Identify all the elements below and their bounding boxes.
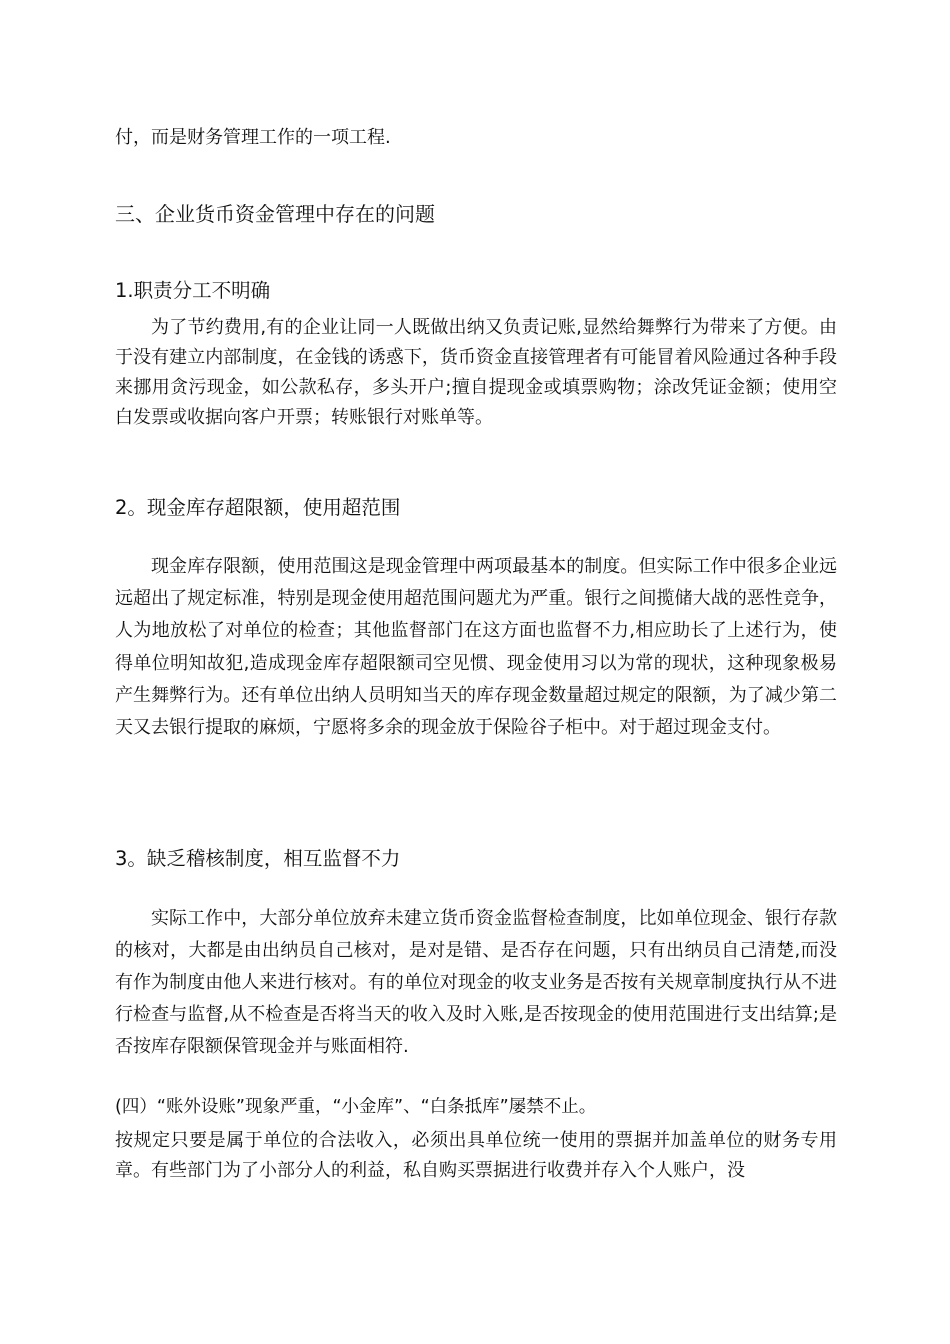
subheading-3: 3。缺乏稽核制度，相互监督不力 — [115, 847, 401, 870]
paragraph-2: 现金库存限额，使用范围这是现金管理中两项最基本的制度。但实际工作中很多企业远远超出了规定标准，特别是现金使用超范围问题尤为严重。银行之间揽储大战的恶性竞争，人为地放松了对单位的检查；其他监督部门在这方面也监督不力,相应助长了上述行为，使得单位明知故犯,造成现金库存超限额司空见惯、现金使用习以为常的现状，这种现象极易产生舞弊行为。还有单位出纳人员明知当天的库存现金数量超过规定的限额，为了减少第二天又去银行提取的麻烦，宁愿将多余的现金放于保险谷子柜中。对于超过现金支付。 — [115, 556, 837, 739]
intro-end-paragraph: 付，而是财务管理工作的一项工程. — [115, 127, 391, 148]
paragraph-4: 按规定只要是属于单位的合法收入，必须出具单位统一使用的票据并加盖单位的财务专用章。有些部门为了小部分人的利益，私自购买票据进行收费并存入个人账户，没 — [115, 1130, 837, 1181]
subheading-1: 1.职责分工不明确 — [115, 279, 271, 302]
subheading-2: 2。现金库存超限额，使用超范围 — [115, 496, 401, 519]
subheading-4: (四）“账外设账”现象严重，“小金库”、“白条抵库”屡禁不止。 — [115, 1097, 597, 1117]
section-title: 三、企业货币资金管理中存在的问题 — [115, 202, 435, 226]
paragraph-1: 为了节约费用,有的企业让同一人既做出纳又负责记账,显然给舞弊行为带来了方便。由于没有建立内部制度，在金钱的诱惑下，货币资金直接管理者有可能冒着风险通过各种手段来挪用贪污现金，如公款私存，多头开户;擅自提现金或填票购物；涂改凭证金额；使用空白发票或收据向客户开票；转账银行对账单等。 — [115, 317, 837, 428]
paragraph-3: 实际工作中，大部分单位放弃未建立货币资金监督检查制度，比如单位现金、银行存款的核对，大都是由出纳员自己核对，是对是错、是否存在问题，只有出纳员自己清楚,而没有作为制度由他人来进行核对。有的单位对现金的收支业务是否按有关规章制度执行从不进行检查与监督,从不检查是否将当天的收入及时入账,是否按现金的使用范围进行支出结算;是否按库存限额保管现金并与账面相符. — [115, 908, 837, 1057]
